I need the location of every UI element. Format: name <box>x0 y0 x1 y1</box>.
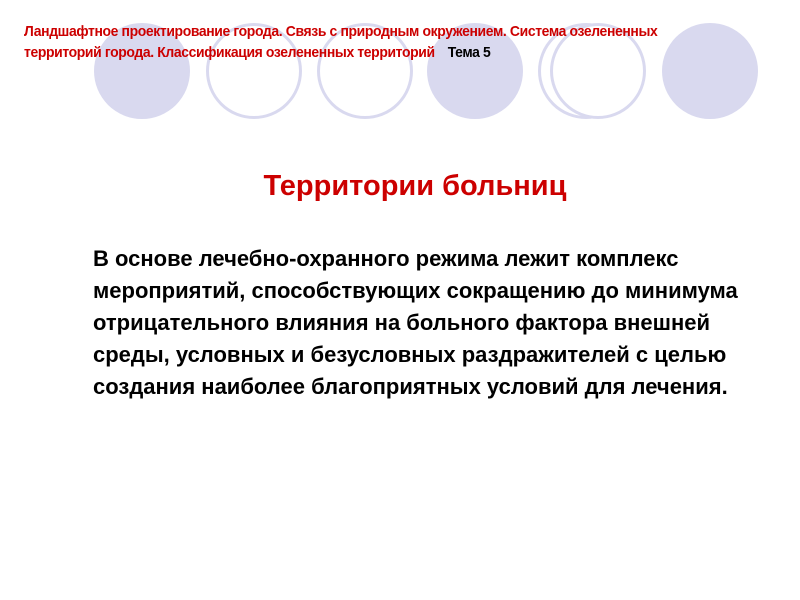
body-text: В основе лечебно-охранного режима лежит комплекс мероприятий, способствующих сокращению до минимума отрицательного влияния на больного фактора внешней среды, условных и безусловных раздражителей с целью создания наиболее благоприятных условий для лечения. <box>93 246 738 399</box>
header <box>24 21 694 63</box>
topic-label: Тема 5 <box>447 44 491 61</box>
header-title: Ландшафтное проектирование города. Связь с природным окружением. Система озелененных территорий города. Классификация озелененных территорий <box>24 23 658 61</box>
slide-title: Территории больниц <box>263 170 567 202</box>
